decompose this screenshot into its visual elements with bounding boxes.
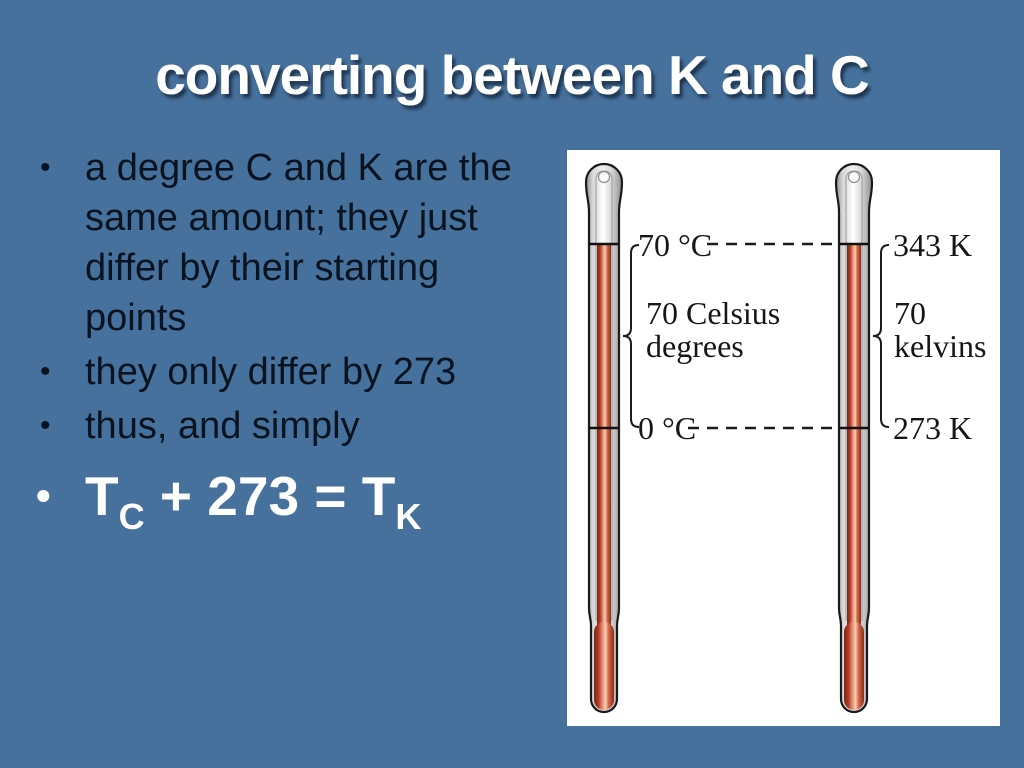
mercury-bulb bbox=[594, 622, 614, 710]
bullet-line: they only differ by 273 bbox=[85, 351, 457, 393]
celsius-span-label-line1: 70 Celsius bbox=[646, 295, 781, 331]
slide-title: converting between K and C bbox=[155, 44, 869, 106]
bullet-text bbox=[85, 143, 512, 343]
bullet-line: differ by their starting bbox=[85, 247, 440, 289]
formula-operator: + 273 = bbox=[144, 465, 362, 527]
kelvin-brace bbox=[873, 245, 889, 427]
kelvin-span-label-line2: kelvins bbox=[894, 328, 987, 364]
celsius-brace bbox=[623, 245, 639, 427]
kelvin-top-label: 343 K bbox=[893, 227, 973, 263]
formula-term-kelvin: T bbox=[361, 465, 396, 527]
bullet-item-2 bbox=[28, 347, 568, 397]
formula-subscript-k: K bbox=[395, 496, 422, 537]
celsius-thermometer bbox=[586, 164, 622, 712]
bullet-line: a degree C and K are the bbox=[85, 147, 512, 189]
celsius-bottom-label: 0 °C bbox=[638, 410, 697, 446]
bullet-text bbox=[85, 347, 456, 397]
formula-term-celsius: T bbox=[85, 465, 119, 527]
celsius-top-label: 70 °C bbox=[638, 227, 713, 263]
bore-notch bbox=[599, 172, 610, 183]
thermometer-figure bbox=[567, 150, 1000, 726]
formula-subscript-c: C bbox=[118, 496, 145, 537]
bullet-line: thus, and simply bbox=[85, 405, 360, 447]
bullet-text bbox=[85, 401, 360, 451]
mercury-column bbox=[847, 244, 861, 626]
kelvin-bottom-label: 273 K bbox=[893, 410, 973, 446]
mercury-bulb bbox=[844, 622, 864, 710]
conversion-formula bbox=[85, 462, 421, 551]
bullet-line: same amount; they just bbox=[85, 197, 478, 239]
bullet-marker: • bbox=[40, 409, 51, 442]
thermometer-diagram bbox=[567, 150, 1000, 726]
bullet-line: points bbox=[85, 297, 187, 339]
mercury-column bbox=[597, 244, 611, 626]
bullet-item-1 bbox=[28, 143, 568, 343]
kelvin-thermometer bbox=[836, 164, 872, 712]
bullet-item-3 bbox=[28, 401, 568, 451]
formula-bullet bbox=[28, 462, 568, 551]
celsius-span-label-line2: degrees bbox=[646, 328, 744, 364]
bullet-marker: • bbox=[40, 151, 51, 184]
bullet-marker: • bbox=[40, 355, 51, 388]
bore-notch bbox=[849, 172, 860, 183]
kelvin-span-label-line1: 70 bbox=[894, 295, 926, 331]
bullet-marker: • bbox=[36, 472, 51, 519]
bullet-list bbox=[28, 143, 568, 455]
